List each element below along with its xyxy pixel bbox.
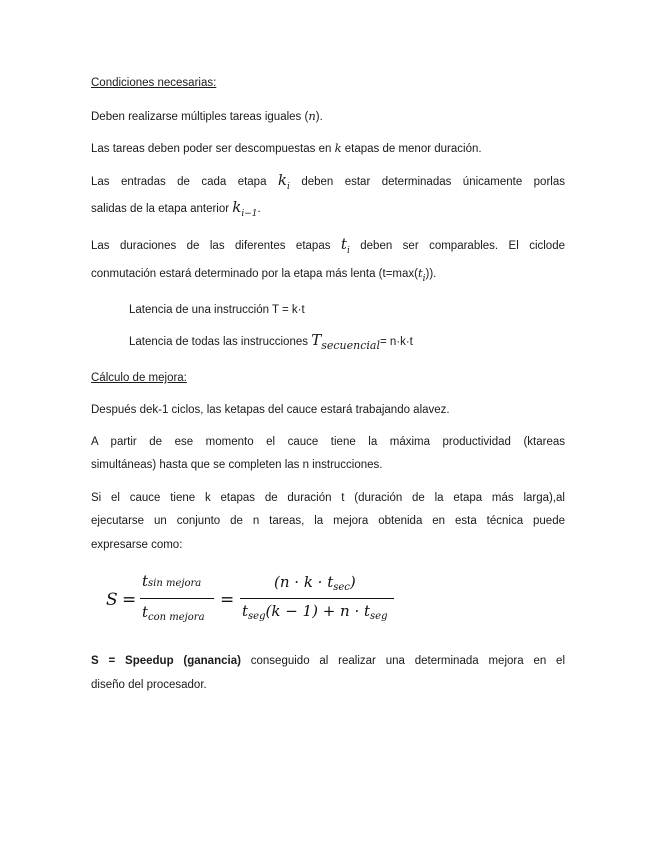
paragraph-speedup-line3: expresarse como: xyxy=(91,539,183,551)
formula-num1 xyxy=(142,572,201,590)
p4-t2-base: t xyxy=(417,266,423,280)
formula-S: S xyxy=(106,590,118,610)
latency-single: Latencia de una instrucción T = k·t xyxy=(129,304,305,316)
p4-text-b: deben ser comparables. El ciclode xyxy=(360,240,565,252)
formula-den1 xyxy=(142,603,205,621)
paragraph-inputs-line1 xyxy=(91,172,565,191)
p1-var-n: n xyxy=(308,109,316,123)
formula-num2-a: (n · k · t xyxy=(274,573,334,591)
paragraph-decomposition xyxy=(91,140,565,157)
paragraph-durations-line2 xyxy=(91,265,565,283)
p3-var-ki xyxy=(277,171,290,192)
formula-den2-sub1: seg xyxy=(248,611,266,622)
latency-all xyxy=(129,332,603,350)
p3-km-base: k xyxy=(232,198,242,216)
latency-T-sub: secuencial xyxy=(321,339,380,352)
p4-text-c: conmutación estará determinado por la etapa más lenta (t=max( xyxy=(91,268,418,280)
latency-T-base: T xyxy=(311,331,322,349)
p3-text-b: deben estar determinadas únicamente porlas xyxy=(301,176,565,188)
section-title-improvement: Cálculo de mejora: xyxy=(91,372,187,384)
p4-text-d: )). xyxy=(425,268,437,280)
formula-den2 xyxy=(242,602,387,620)
formula-num1-sub: sin mejora xyxy=(148,578,202,589)
formula-den2-a: t xyxy=(242,602,249,620)
p1-text-a: Deben realizarse múltiples tareas iguales ( xyxy=(91,111,309,123)
paragraph-definition-line2: diseño del procesador. xyxy=(91,679,207,691)
section-title-conditions: Condiciones necesarias: xyxy=(91,77,217,89)
p2-text-a: Las tareas deben poder ser descompuestas en xyxy=(91,143,335,155)
formula-num2-sub: sec xyxy=(333,582,350,593)
p3-var-kprev xyxy=(232,198,258,219)
formula-num2 xyxy=(274,573,356,591)
formula-den2-b: (k − 1) + n · t xyxy=(265,602,371,620)
formula-num1-base: t xyxy=(142,572,149,590)
p1-text-b: ). xyxy=(315,111,323,123)
p3-text-c: salidas de la etapa anterior xyxy=(91,203,230,215)
latency-var-T xyxy=(311,331,380,352)
p3-km-sub: i−1 xyxy=(241,209,258,219)
formula-num2-b: ) xyxy=(349,573,356,591)
p8-text-rest: conseguido al realizar una determinada mejora en el xyxy=(240,655,566,667)
p3-ki-sub: i xyxy=(287,182,290,192)
paragraph-definition-line1 xyxy=(91,653,565,669)
paragraph-durations-line1 xyxy=(91,236,565,255)
latency-all-text: Latencia de todas las instrucciones xyxy=(129,336,308,348)
p4-var-ti xyxy=(340,235,350,256)
formula-fraction-bar-1 xyxy=(140,598,214,599)
p4-ti-base: t xyxy=(340,235,347,253)
p3-text-a: Las entradas de cada etapa xyxy=(91,176,267,188)
formula-eq1: = xyxy=(122,590,137,610)
paragraph-productivity-line1: A partir de ese momento el cauce tiene la máxima productividad (ktareas xyxy=(91,436,565,448)
speedup-bold-term: S = Speedup (ganancia) xyxy=(91,655,241,667)
p3-text-d: . xyxy=(257,203,261,215)
p4-ti-sub: i xyxy=(346,246,350,256)
p2-text-b: etapas de menor duración. xyxy=(341,143,482,155)
p3-ki-base: k xyxy=(277,171,287,189)
paragraph-speedup-line1: Si el cauce tiene k etapas de duración t (duración de la etapa más larga),al xyxy=(91,492,565,504)
formula-fraction-bar-2 xyxy=(240,598,394,599)
paragraph-multiple-tasks xyxy=(91,108,565,125)
p4-text-a: Las duraciones de las diferentes etapas xyxy=(91,240,331,252)
p2-var-k: k xyxy=(334,141,342,155)
formula-eq2: = xyxy=(220,590,235,610)
formula-den1-base: t xyxy=(142,603,149,621)
paragraph-after-cycles: Después dek-1 ciclos, las ketapas del cauce estará trabajando alavez. xyxy=(91,404,450,416)
latency-all-tail: = n·k·t xyxy=(379,336,413,348)
p4-t2-sub: i xyxy=(422,274,426,284)
paragraph-productivity-line2: simultáneas) hasta que se completen las n instrucciones. xyxy=(91,459,383,471)
formula-den1-sub: con mejora xyxy=(148,612,205,623)
speedup-formula xyxy=(104,570,404,626)
paragraph-speedup-line2: ejecutarse un conjunto de n tareas, la mejora obtenida en esta técnica puede xyxy=(91,515,565,527)
formula-den2-sub2: seg xyxy=(370,611,388,622)
paragraph-inputs-line2 xyxy=(91,199,565,218)
